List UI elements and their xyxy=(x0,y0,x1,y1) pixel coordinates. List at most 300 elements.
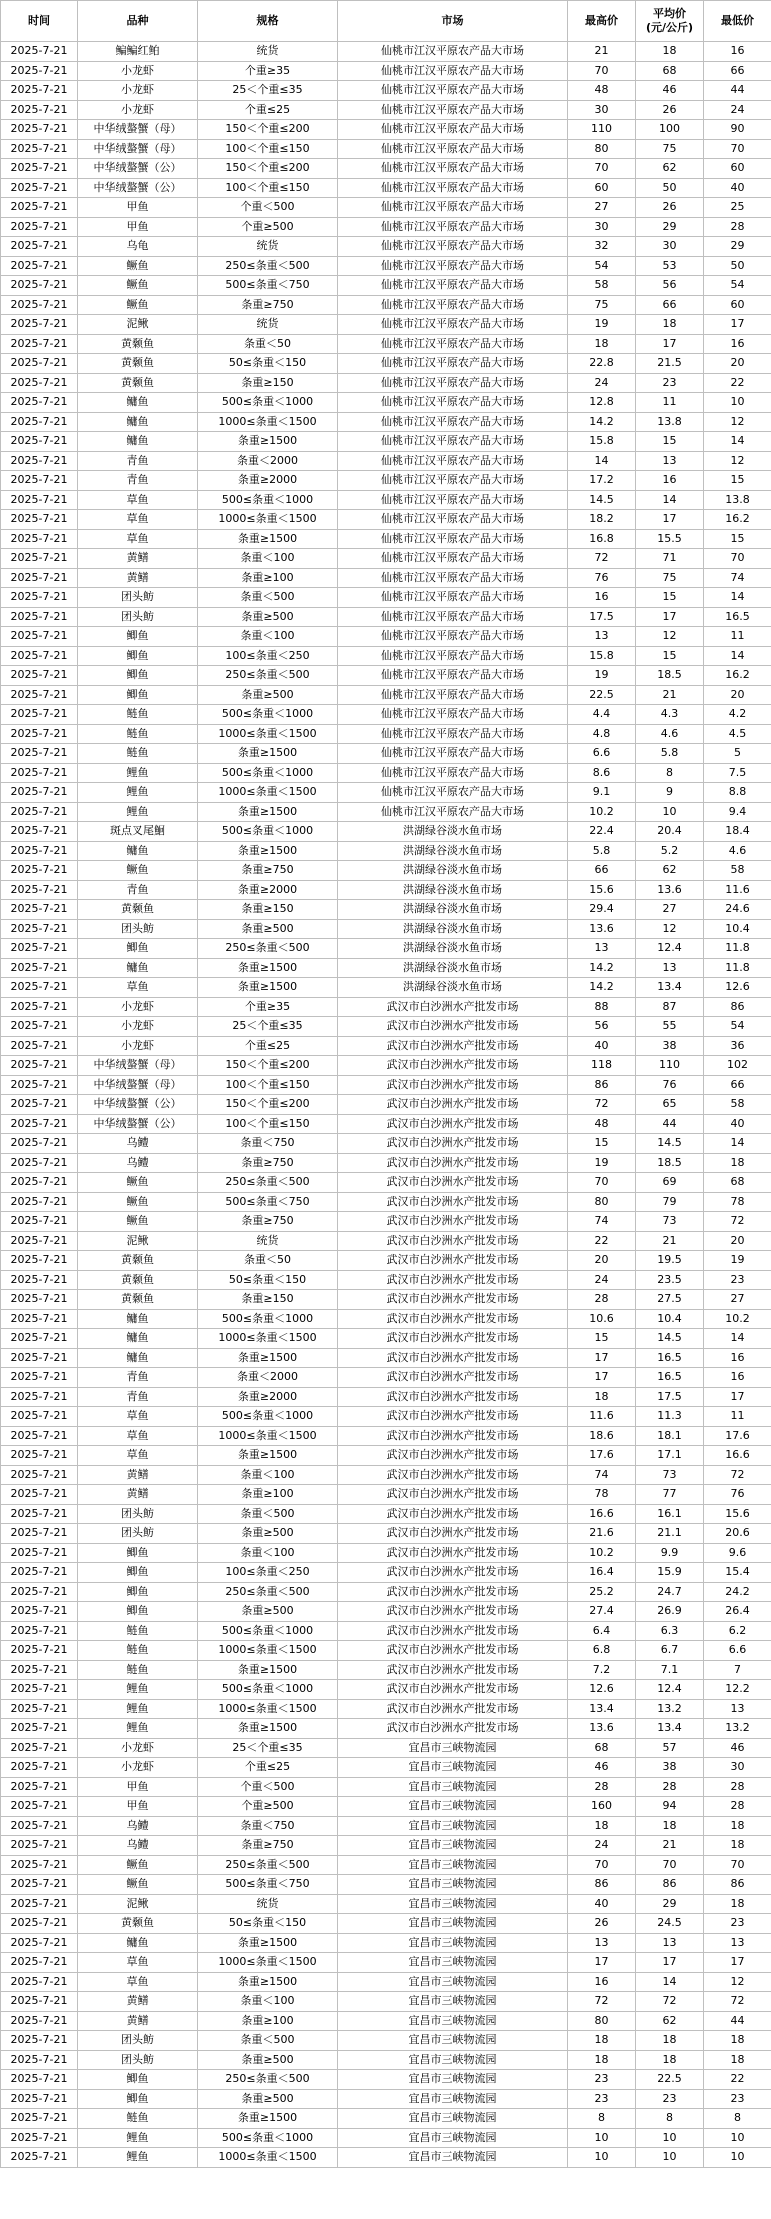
variety-cell: 鲢鱼 xyxy=(78,2109,198,2129)
variety-cell: 鲤鱼 xyxy=(78,1719,198,1739)
date-cell: 2025-7-21 xyxy=(1,783,78,803)
max-price-cell: 11.6 xyxy=(568,1407,636,1427)
date-cell: 2025-7-21 xyxy=(1,1485,78,1505)
spec-cell: 条重≥500 xyxy=(198,2089,338,2109)
table-row xyxy=(1,198,771,218)
variety-cell: 鳜鱼 xyxy=(78,1212,198,1232)
min-price-cell: 16.2 xyxy=(704,666,771,686)
table-row xyxy=(1,1134,771,1154)
date-cell: 2025-7-21 xyxy=(1,1153,78,1173)
avg-price-cell: 10.4 xyxy=(636,1309,704,1329)
variety-cell: 青鱼 xyxy=(78,1387,198,1407)
date-cell: 2025-7-21 xyxy=(1,1036,78,1056)
market-cell: 宜昌市三峡物流园 xyxy=(338,2070,568,2090)
avg-price-cell: 21 xyxy=(636,1836,704,1856)
table-row xyxy=(1,1309,771,1329)
max-price-cell: 78 xyxy=(568,1485,636,1505)
spec-cell: 条重≥1500 xyxy=(198,1972,338,1992)
spec-cell: 1000≤条重＜1500 xyxy=(198,1426,338,1446)
spec-cell: 个重≥35 xyxy=(198,61,338,81)
market-cell: 仙桃市江汉平原农产品大市场 xyxy=(338,81,568,101)
min-price-cell: 16.6 xyxy=(704,1446,771,1466)
spec-cell: 1000≤条重＜1500 xyxy=(198,1641,338,1661)
spec-cell: 250≤条重＜500 xyxy=(198,939,338,959)
avg-price-cell: 13.6 xyxy=(636,880,704,900)
table-row xyxy=(1,432,771,452)
spec-cell: 1000≤条重＜1500 xyxy=(198,1699,338,1719)
table-row xyxy=(1,1485,771,1505)
market-cell: 仙桃市江汉平原农产品大市场 xyxy=(338,412,568,432)
variety-cell: 鲢鱼 xyxy=(78,724,198,744)
spec-cell: 150＜个重≤200 xyxy=(198,1056,338,1076)
max-price-cell: 70 xyxy=(568,61,636,81)
spec-cell: 1000≤条重＜1500 xyxy=(198,1329,338,1349)
date-cell: 2025-7-21 xyxy=(1,880,78,900)
table-body xyxy=(1,42,771,2168)
variety-cell: 草鱼 xyxy=(78,1446,198,1466)
max-price-cell: 27 xyxy=(568,198,636,218)
max-price-cell: 70 xyxy=(568,1173,636,1193)
date-cell: 2025-7-21 xyxy=(1,1660,78,1680)
min-price-cell: 20 xyxy=(704,1231,771,1251)
avg-price-cell: 73 xyxy=(636,1212,704,1232)
spec-cell: 条重＜50 xyxy=(198,334,338,354)
date-cell: 2025-7-21 xyxy=(1,1582,78,1602)
variety-cell: 团头鲂 xyxy=(78,1504,198,1524)
table-row xyxy=(1,1621,771,1641)
date-cell: 2025-7-21 xyxy=(1,198,78,218)
avg-price-cell: 10 xyxy=(636,2128,704,2148)
avg-price-cell: 16 xyxy=(636,471,704,491)
table-row xyxy=(1,724,771,744)
table-row xyxy=(1,256,771,276)
spec-cell: 500≤条重＜1000 xyxy=(198,490,338,510)
avg-price-cell: 11 xyxy=(636,393,704,413)
max-price-cell: 14.2 xyxy=(568,958,636,978)
date-cell: 2025-7-21 xyxy=(1,61,78,81)
avg-price-cell: 14.5 xyxy=(636,1329,704,1349)
table-row xyxy=(1,958,771,978)
variety-cell: 中华绒螯蟹（公） xyxy=(78,1114,198,1134)
variety-cell: 小龙虾 xyxy=(78,81,198,101)
date-cell: 2025-7-21 xyxy=(1,1368,78,1388)
market-cell: 武汉市白沙洲水产批发市场 xyxy=(338,1446,568,1466)
variety-cell: 乌鳢 xyxy=(78,1134,198,1154)
avg-price-cell: 75 xyxy=(636,139,704,159)
spec-cell: 条重≥750 xyxy=(198,1212,338,1232)
date-cell: 2025-7-21 xyxy=(1,2128,78,2148)
spec-cell: 250≤条重＜500 xyxy=(198,2070,338,2090)
spec-cell: 1000≤条重＜1500 xyxy=(198,412,338,432)
max-price-cell: 17 xyxy=(568,1348,636,1368)
min-price-cell: 18 xyxy=(704,1153,771,1173)
max-price-cell: 86 xyxy=(568,1075,636,1095)
variety-cell: 中华绒螯蟹（母） xyxy=(78,139,198,159)
avg-price-cell: 27.5 xyxy=(636,1290,704,1310)
market-cell: 武汉市白沙洲水产批发市场 xyxy=(338,1192,568,1212)
min-price-cell: 8 xyxy=(704,2109,771,2129)
table-row xyxy=(1,334,771,354)
min-price-cell: 18 xyxy=(704,2031,771,2051)
table-row xyxy=(1,490,771,510)
max-price-cell: 17 xyxy=(568,1368,636,1388)
market-cell: 武汉市白沙洲水产批发市场 xyxy=(338,1290,568,1310)
date-cell: 2025-7-21 xyxy=(1,1407,78,1427)
max-price-cell: 15.6 xyxy=(568,880,636,900)
variety-cell: 团头鲂 xyxy=(78,919,198,939)
avg-price-cell: 11.3 xyxy=(636,1407,704,1427)
date-cell: 2025-7-21 xyxy=(1,1894,78,1914)
max-price-cell: 28 xyxy=(568,1290,636,1310)
min-price-cell: 74 xyxy=(704,568,771,588)
min-price-cell: 15.6 xyxy=(704,1504,771,1524)
market-cell: 武汉市白沙洲水产批发市场 xyxy=(338,1036,568,1056)
min-price-cell: 14 xyxy=(704,432,771,452)
max-price-cell: 16 xyxy=(568,1972,636,1992)
table-row xyxy=(1,373,771,393)
avg-price-cell: 21.5 xyxy=(636,354,704,374)
variety-cell: 鳜鱼 xyxy=(78,1192,198,1212)
variety-cell: 鲤鱼 xyxy=(78,783,198,803)
variety-cell: 黄鳝 xyxy=(78,1465,198,1485)
min-price-cell: 15.4 xyxy=(704,1563,771,1583)
table-row xyxy=(1,1446,771,1466)
max-price-cell: 40 xyxy=(568,1894,636,1914)
variety-cell: 中华绒螯蟹（母） xyxy=(78,1075,198,1095)
max-price-cell: 10.2 xyxy=(568,1543,636,1563)
avg-price-cell: 23 xyxy=(636,2089,704,2109)
table-row xyxy=(1,2089,771,2109)
date-cell: 2025-7-21 xyxy=(1,256,78,276)
date-cell: 2025-7-21 xyxy=(1,1231,78,1251)
avg-price-cell: 21 xyxy=(636,1231,704,1251)
min-price-cell: 17 xyxy=(704,1953,771,1973)
min-price-cell: 4.2 xyxy=(704,705,771,725)
table-row xyxy=(1,217,771,237)
variety-cell: 鲫鱼 xyxy=(78,666,198,686)
spec-cell: 150＜个重≤200 xyxy=(198,1095,338,1115)
market-cell: 仙桃市江汉平原农产品大市场 xyxy=(338,568,568,588)
max-price-cell: 14.2 xyxy=(568,978,636,998)
min-price-cell: 86 xyxy=(704,997,771,1017)
max-price-cell: 66 xyxy=(568,861,636,881)
variety-cell: 鲢鱼 xyxy=(78,1621,198,1641)
variety-cell: 黄颡鱼 xyxy=(78,900,198,920)
header-min-price: 最低价 xyxy=(704,1,771,42)
avg-price-cell: 17 xyxy=(636,334,704,354)
min-price-cell: 23 xyxy=(704,2089,771,2109)
market-cell: 洪湖绿谷淡水鱼市场 xyxy=(338,841,568,861)
date-cell: 2025-7-21 xyxy=(1,1602,78,1622)
min-price-cell: 70 xyxy=(704,1855,771,1875)
spec-cell: 条重＜100 xyxy=(198,1992,338,2012)
avg-price-cell: 15 xyxy=(636,588,704,608)
min-price-cell: 13.8 xyxy=(704,490,771,510)
date-cell: 2025-7-21 xyxy=(1,315,78,335)
date-cell: 2025-7-21 xyxy=(1,2089,78,2109)
market-cell: 洪湖绿谷淡水鱼市场 xyxy=(338,861,568,881)
table-row xyxy=(1,2109,771,2129)
table-row xyxy=(1,588,771,608)
min-price-cell: 18 xyxy=(704,1816,771,1836)
date-cell: 2025-7-21 xyxy=(1,1972,78,1992)
market-cell: 仙桃市江汉平原农产品大市场 xyxy=(338,315,568,335)
variety-cell: 中华绒螯蟹（母） xyxy=(78,1056,198,1076)
min-price-cell: 4.5 xyxy=(704,724,771,744)
market-cell: 宜昌市三峡物流园 xyxy=(338,1992,568,2012)
spec-cell: 条重≥100 xyxy=(198,568,338,588)
market-cell: 洪湖绿谷淡水鱼市场 xyxy=(338,939,568,959)
variety-cell: 鳙鱼 xyxy=(78,393,198,413)
min-price-cell: 29 xyxy=(704,237,771,257)
market-cell: 武汉市白沙洲水产批发市场 xyxy=(338,1465,568,1485)
date-cell: 2025-7-21 xyxy=(1,295,78,315)
table-row xyxy=(1,1894,771,1914)
max-price-cell: 8.6 xyxy=(568,763,636,783)
table-row xyxy=(1,1758,771,1778)
variety-cell: 草鱼 xyxy=(78,1953,198,1973)
min-price-cell: 11.8 xyxy=(704,958,771,978)
avg-price-cell: 5.2 xyxy=(636,841,704,861)
min-price-cell: 44 xyxy=(704,2011,771,2031)
market-cell: 武汉市白沙洲水产批发市场 xyxy=(338,1251,568,1271)
date-cell: 2025-7-21 xyxy=(1,1621,78,1641)
date-cell: 2025-7-21 xyxy=(1,666,78,686)
market-cell: 武汉市白沙洲水产批发市场 xyxy=(338,1621,568,1641)
spec-cell: 500≤条重＜1000 xyxy=(198,1680,338,1700)
avg-price-cell: 7.1 xyxy=(636,1660,704,1680)
avg-price-cell: 18.5 xyxy=(636,666,704,686)
table-row xyxy=(1,61,771,81)
header-spec: 规格 xyxy=(198,1,338,42)
variety-cell: 甲鱼 xyxy=(78,1777,198,1797)
spec-cell: 25＜个重≤35 xyxy=(198,1017,338,1037)
spec-cell: 条重≥750 xyxy=(198,1153,338,1173)
variety-cell: 青鱼 xyxy=(78,880,198,900)
variety-cell: 鲫鱼 xyxy=(78,1543,198,1563)
variety-cell: 中华绒螯蟹（母） xyxy=(78,120,198,140)
market-cell: 武汉市白沙洲水产批发市场 xyxy=(338,1524,568,1544)
max-price-cell: 24 xyxy=(568,373,636,393)
avg-price-cell: 17 xyxy=(636,1953,704,1973)
date-cell: 2025-7-21 xyxy=(1,451,78,471)
max-price-cell: 14 xyxy=(568,451,636,471)
min-price-cell: 16 xyxy=(704,334,771,354)
avg-price-cell: 65 xyxy=(636,1095,704,1115)
avg-price-cell: 77 xyxy=(636,1485,704,1505)
variety-cell: 鲤鱼 xyxy=(78,763,198,783)
date-cell: 2025-7-21 xyxy=(1,1563,78,1583)
spec-cell: 500≤条重＜750 xyxy=(198,276,338,296)
min-price-cell: 18 xyxy=(704,1894,771,1914)
table-row xyxy=(1,666,771,686)
variety-cell: 斑点叉尾鮰 xyxy=(78,822,198,842)
spec-cell: 个重≥35 xyxy=(198,997,338,1017)
table-row xyxy=(1,510,771,530)
min-price-cell: 72 xyxy=(704,1212,771,1232)
date-cell: 2025-7-21 xyxy=(1,997,78,1017)
spec-cell: 条重≥150 xyxy=(198,373,338,393)
market-cell: 武汉市白沙洲水产批发市场 xyxy=(338,1114,568,1134)
avg-price-cell: 87 xyxy=(636,997,704,1017)
max-price-cell: 23 xyxy=(568,2070,636,2090)
market-cell: 宜昌市三峡物流园 xyxy=(338,2109,568,2129)
max-price-cell: 7.2 xyxy=(568,1660,636,1680)
max-price-cell: 16.4 xyxy=(568,1563,636,1583)
min-price-cell: 12 xyxy=(704,1972,771,1992)
table-row xyxy=(1,783,771,803)
spec-cell: 条重≥1500 xyxy=(198,432,338,452)
variety-cell: 青鱼 xyxy=(78,471,198,491)
market-cell: 宜昌市三峡物流园 xyxy=(338,1953,568,1973)
table-row xyxy=(1,1953,771,1973)
market-cell: 仙桃市江汉平原农产品大市场 xyxy=(338,393,568,413)
date-cell: 2025-7-21 xyxy=(1,1641,78,1661)
market-cell: 武汉市白沙洲水产批发市场 xyxy=(338,1212,568,1232)
max-price-cell: 24 xyxy=(568,1270,636,1290)
min-price-cell: 22 xyxy=(704,373,771,393)
min-price-cell: 10 xyxy=(704,393,771,413)
date-cell: 2025-7-21 xyxy=(1,724,78,744)
spec-cell: 50≤条重＜150 xyxy=(198,1914,338,1934)
max-price-cell: 16.8 xyxy=(568,529,636,549)
avg-price-cell: 17.1 xyxy=(636,1446,704,1466)
variety-cell: 鲢鱼 xyxy=(78,1641,198,1661)
spec-cell: 条重≥1500 xyxy=(198,1348,338,1368)
variety-cell: 黄颡鱼 xyxy=(78,1290,198,1310)
avg-price-cell: 23 xyxy=(636,373,704,393)
date-cell: 2025-7-21 xyxy=(1,120,78,140)
max-price-cell: 48 xyxy=(568,81,636,101)
avg-price-cell: 18 xyxy=(636,315,704,335)
spec-cell: 条重＜100 xyxy=(198,549,338,569)
min-price-cell: 14 xyxy=(704,588,771,608)
spec-cell: 条重≥500 xyxy=(198,1524,338,1544)
avg-price-cell: 66 xyxy=(636,295,704,315)
min-price-cell: 7 xyxy=(704,1660,771,1680)
avg-price-cell: 14 xyxy=(636,1972,704,1992)
variety-cell: 鲢鱼 xyxy=(78,705,198,725)
market-cell: 仙桃市江汉平原农产品大市场 xyxy=(338,354,568,374)
date-cell: 2025-7-21 xyxy=(1,1836,78,1856)
min-price-cell: 17.6 xyxy=(704,1426,771,1446)
variety-cell: 鳙鱼 xyxy=(78,1933,198,1953)
table-row xyxy=(1,354,771,374)
table-row xyxy=(1,822,771,842)
max-price-cell: 24 xyxy=(568,1836,636,1856)
min-price-cell: 12.6 xyxy=(704,978,771,998)
table-row xyxy=(1,1699,771,1719)
variety-cell: 鳜鱼 xyxy=(78,1173,198,1193)
min-price-cell: 40 xyxy=(704,1114,771,1134)
max-price-cell: 88 xyxy=(568,997,636,1017)
variety-cell: 鳙鱼 xyxy=(78,841,198,861)
spec-cell: 条重≥750 xyxy=(198,295,338,315)
spec-cell: 500≤条重＜1000 xyxy=(198,1407,338,1427)
max-price-cell: 6.8 xyxy=(568,1641,636,1661)
spec-cell: 条重≥1500 xyxy=(198,841,338,861)
market-cell: 仙桃市江汉平原农产品大市场 xyxy=(338,510,568,530)
avg-price-cell: 53 xyxy=(636,256,704,276)
date-cell: 2025-7-21 xyxy=(1,471,78,491)
header-variety: 品种 xyxy=(78,1,198,42)
variety-cell: 草鱼 xyxy=(78,529,198,549)
table-row xyxy=(1,1407,771,1427)
date-cell: 2025-7-21 xyxy=(1,1953,78,1973)
market-cell: 武汉市白沙洲水产批发市场 xyxy=(338,1348,568,1368)
variety-cell: 乌鳢 xyxy=(78,1153,198,1173)
market-cell: 武汉市白沙洲水产批发市场 xyxy=(338,1543,568,1563)
variety-cell: 鳜鱼 xyxy=(78,1855,198,1875)
variety-cell: 青鱼 xyxy=(78,1368,198,1388)
spec-cell: 150＜个重≤200 xyxy=(198,159,338,179)
date-cell: 2025-7-21 xyxy=(1,919,78,939)
date-cell: 2025-7-21 xyxy=(1,1075,78,1095)
avg-price-cell: 13 xyxy=(636,451,704,471)
table-row xyxy=(1,295,771,315)
market-cell: 仙桃市江汉平原农产品大市场 xyxy=(338,588,568,608)
max-price-cell: 22.5 xyxy=(568,685,636,705)
avg-price-cell: 15 xyxy=(636,646,704,666)
avg-price-cell: 75 xyxy=(636,568,704,588)
min-price-cell: 54 xyxy=(704,276,771,296)
market-cell: 武汉市白沙洲水产批发市场 xyxy=(338,1075,568,1095)
max-price-cell: 13 xyxy=(568,627,636,647)
table-row xyxy=(1,627,771,647)
variety-cell: 鳜鱼 xyxy=(78,1875,198,1895)
date-cell: 2025-7-21 xyxy=(1,217,78,237)
date-cell: 2025-7-21 xyxy=(1,42,78,62)
max-price-cell: 72 xyxy=(568,1095,636,1115)
max-price-cell: 22 xyxy=(568,1231,636,1251)
spec-cell: 250≤条重＜500 xyxy=(198,256,338,276)
spec-cell: 250≤条重＜500 xyxy=(198,1173,338,1193)
market-cell: 洪湖绿谷淡水鱼市场 xyxy=(338,880,568,900)
date-cell: 2025-7-21 xyxy=(1,1329,78,1349)
min-price-cell: 13 xyxy=(704,1699,771,1719)
max-price-cell: 76 xyxy=(568,568,636,588)
max-price-cell: 23 xyxy=(568,2089,636,2109)
avg-price-cell: 6.3 xyxy=(636,1621,704,1641)
spec-cell: 500≤条重＜1000 xyxy=(198,822,338,842)
max-price-cell: 6.4 xyxy=(568,1621,636,1641)
variety-cell: 鲤鱼 xyxy=(78,802,198,822)
avg-price-cell: 28 xyxy=(636,1777,704,1797)
avg-price-cell: 69 xyxy=(636,1173,704,1193)
table-row xyxy=(1,42,771,62)
avg-price-cell: 17.5 xyxy=(636,1387,704,1407)
date-cell: 2025-7-21 xyxy=(1,841,78,861)
header-row xyxy=(1,1,771,42)
market-cell: 宜昌市三峡物流园 xyxy=(338,1933,568,1953)
avg-price-cell: 21 xyxy=(636,685,704,705)
market-cell: 仙桃市江汉平原农产品大市场 xyxy=(338,471,568,491)
avg-price-cell: 110 xyxy=(636,1056,704,1076)
market-cell: 仙桃市江汉平原农产品大市场 xyxy=(338,432,568,452)
max-price-cell: 68 xyxy=(568,1738,636,1758)
market-cell: 宜昌市三峡物流园 xyxy=(338,1855,568,1875)
max-price-cell: 75 xyxy=(568,295,636,315)
max-price-cell: 15 xyxy=(568,1134,636,1154)
spec-cell: 个重＜500 xyxy=(198,1777,338,1797)
table-row xyxy=(1,2128,771,2148)
min-price-cell: 16 xyxy=(704,1348,771,1368)
market-cell: 武汉市白沙洲水产批发市场 xyxy=(338,1329,568,1349)
variety-cell: 鲫鱼 xyxy=(78,1602,198,1622)
market-cell: 仙桃市江汉平原农产品大市场 xyxy=(338,666,568,686)
max-price-cell: 21 xyxy=(568,42,636,62)
date-cell: 2025-7-21 xyxy=(1,1387,78,1407)
